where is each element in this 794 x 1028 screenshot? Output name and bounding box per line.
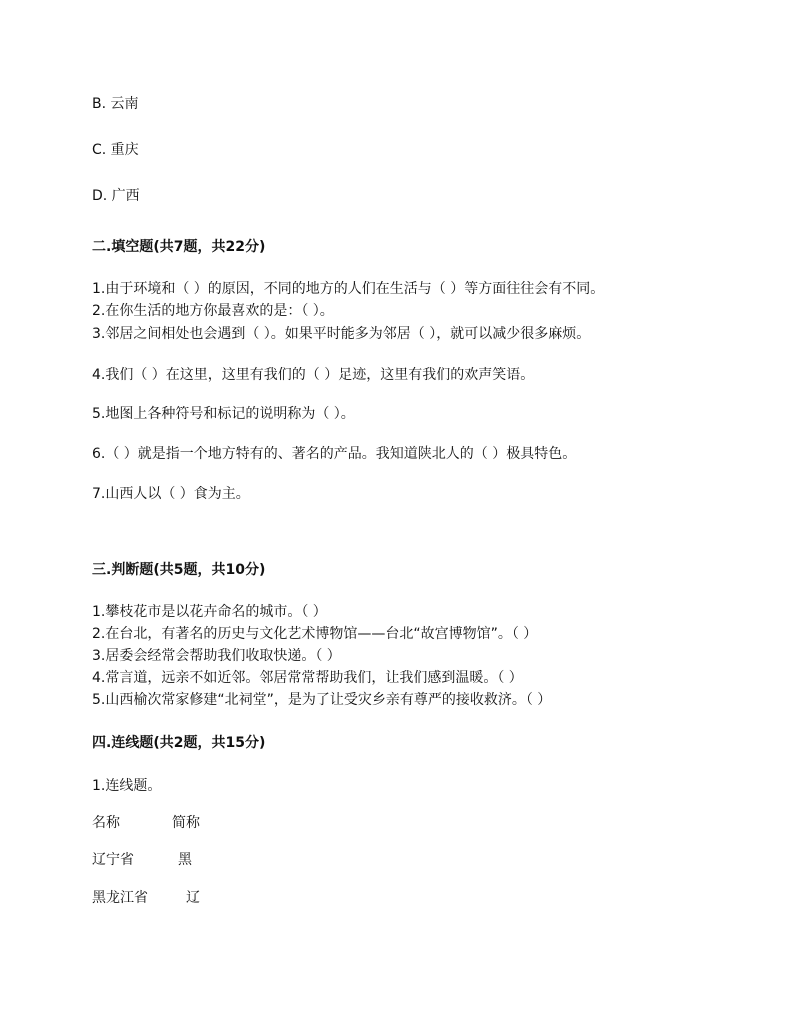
table-header-name: 名称	[92, 815, 120, 831]
question-item: 2.在你生活的地方你最喜欢的是：（ ）。	[92, 303, 334, 319]
option-b: B. 云南	[92, 96, 139, 112]
table-cell-abbr: 黑	[178, 852, 192, 868]
question-item: 3.居委会经常会帮助我们收取快递。（ ）	[92, 648, 341, 664]
question-item: 1.连线题。	[92, 778, 162, 794]
option-c: C. 重庆	[92, 142, 139, 158]
table-cell-abbr: 辽	[186, 890, 200, 906]
section-heading: 四.连线题(共2题，共15分)	[92, 735, 266, 751]
question-item: 3.邻居之间相处也会遇到（ ）。如果平时能多为邻居（ ），就可以减少很多麻烦。	[92, 326, 591, 342]
question-item: 1.攀枝花市是以花卉命名的城市。（ ）	[92, 604, 327, 620]
question-item: 5.山西榆次常家修建“北祠堂”，是为了让受灾乡亲有尊严的接收救济。（ ）	[92, 692, 552, 708]
question-item: 2.在台北，有著名的历史与文化艺术博物馆——台北“故宫博物馆”。（ ）	[92, 626, 538, 642]
table-cell-name: 辽宁省	[92, 852, 134, 868]
question-item: 5.地图上各种符号和标记的说明称为（ ）。	[92, 406, 355, 422]
table-header-abbr: 简称	[172, 815, 200, 831]
question-item: 4.常言道，远亲不如近邻。邻居常常帮助我们，让我们感到温暖。（ ）	[92, 670, 523, 686]
option-d: D. 广西	[92, 188, 140, 204]
question-item: 6.（ ）就是指一个地方特有的、著名的产品。我知道陕北人的（ ）极具特色。	[92, 446, 577, 462]
section-heading: 二.填空题(共7题，共22分)	[92, 239, 266, 255]
section-heading: 三.判断题(共5题，共10分)	[92, 562, 266, 578]
question-item: 7.山西人以（ ）食为主。	[92, 486, 250, 502]
question-item: 1.由于环境和（ ）的原因，不同的地方的人们在生活与（ ）等方面往往会有不同。	[92, 281, 605, 297]
table-cell-name: 黑龙江省	[92, 890, 148, 906]
question-item: 4.我们（ ）在这里，这里有我们的（ ）足迹，这里有我们的欢声笑语。	[92, 367, 535, 383]
